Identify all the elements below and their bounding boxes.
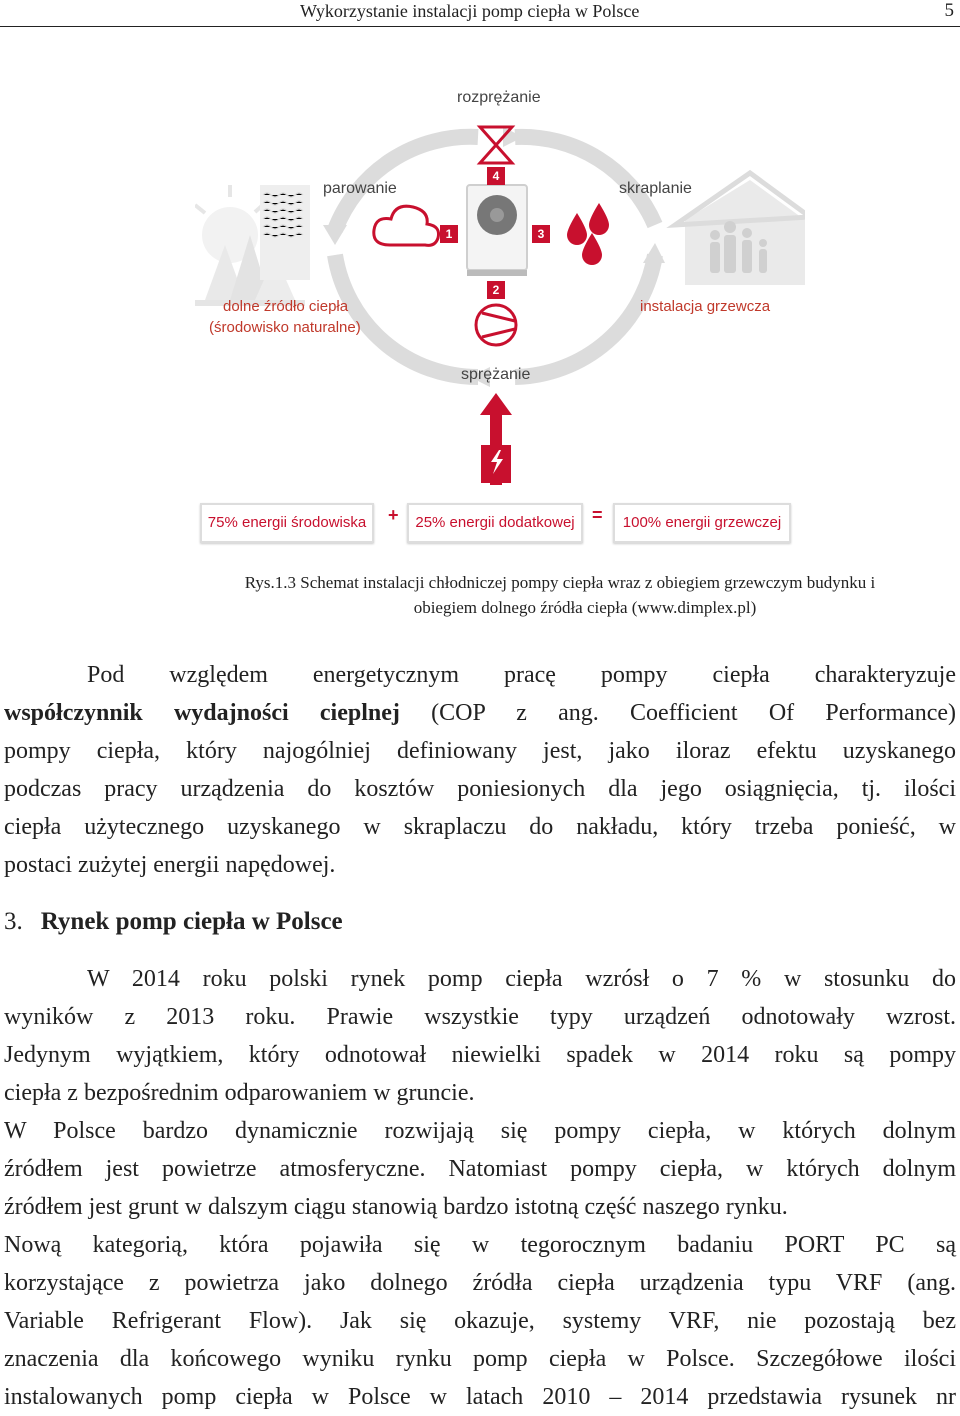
text-line: znaczenia dla końcowego wyniku rynku pomp ciepła w Polsce. Szczegółowe ilości xyxy=(4,1346,956,1372)
figure-caption xyxy=(0,570,960,620)
text-line: Variable Refrigerant Flow). Jak się okazuje, systemy VRF, nie pozostają bez xyxy=(4,1308,956,1334)
page-number: 5 xyxy=(944,0,954,21)
label-expansion: rozprężanie xyxy=(457,89,541,106)
label-evaporation: parowanie xyxy=(323,180,397,197)
heat-pump-diagram xyxy=(195,85,805,545)
text-line: W Polsce bardzo dynamicznie rozwijają się pompy ciepła, w których dolnym xyxy=(4,1118,956,1144)
equation-additional-energy: 25% energii dodatkowej xyxy=(407,503,583,543)
section-heading xyxy=(4,908,343,936)
compressor-icon xyxy=(476,305,516,345)
power-plug-icon xyxy=(480,393,512,485)
evaporator-cloud-icon xyxy=(374,206,439,245)
text-line: Nową kategorią, która pojawiła się w tegorocznym badaniu PORT PC są xyxy=(4,1232,956,1258)
water-drops-icon xyxy=(567,203,609,265)
paragraph-cop xyxy=(4,656,956,884)
text-line: instalowanych pomp ciepła w Polsce w latach 2010 – 2014 przedstawia rysunek nr xyxy=(4,1384,956,1410)
text-line: Jedynym wyjątkiem, który odnotował niewielki spadek w 2014 roku są pompy xyxy=(4,1042,956,1068)
text-fragment: (COP z ang. Coefficient Of Performance) xyxy=(399,700,956,726)
caption-line-2: obiegiem dolnego źródła ciepła (www.dimplex.pl) xyxy=(413,598,757,617)
badge-2: 2 xyxy=(487,281,505,299)
equation-environment-energy: 75% energii środowiska xyxy=(200,503,374,543)
text-line: ciepła z bezpośrednim odparowaniem w gruncie. xyxy=(4,1080,475,1106)
section-title: Rynek pomp ciepła w Polsce xyxy=(40,908,343,935)
label-low-source: dolne źródło ciepła xyxy=(223,298,349,315)
badge-1: 1 xyxy=(440,225,458,243)
header-title: Wykorzystanie instalacji pomp ciepła w Polsce xyxy=(300,1,640,21)
term-cop: współczynnik wydajności cieplnej xyxy=(4,700,400,726)
paragraph-market xyxy=(4,960,956,1416)
house-family-icon xyxy=(675,173,805,285)
text-line: W 2014 roku polski rynek pomp ciepła wzrósł o 7 % w stosunku do xyxy=(87,966,956,992)
label-low-source-natural: (środowisko naturalne) xyxy=(209,319,361,336)
evaporator-panel xyxy=(260,185,310,280)
equation-heating-energy: 100% energii grzewczej xyxy=(613,503,791,543)
text-line: źródłem jest grunt w dalszym ciągu stanowią bardzo istotną część naszego rynku. xyxy=(4,1194,788,1220)
text-line: postaci zużytej energii napędowej. xyxy=(4,852,336,878)
label-compression: sprężanie xyxy=(461,366,531,383)
label-condensation: skraplanie xyxy=(619,180,692,197)
text-line: podczas pracy urządzenia do kosztów poniesionych dla jego osiągnięcia, tj. ilości xyxy=(4,776,956,802)
text-line: Pod względem energetycznym pracę pompy ciepła charakteryzuje xyxy=(87,662,956,688)
caption-line-1: Rys.1.3 Schemat instalacji chłodniczej pompy ciepła wraz z obiegiem grzewczym budynku i xyxy=(244,573,876,592)
diagram-graphics xyxy=(195,85,805,545)
text-line: źródłem jest powietrze atmosferyczne. Natomiast pompy ciepła, w których dolnym xyxy=(4,1156,956,1182)
expansion-valve-icon xyxy=(480,127,512,163)
label-heating-installation: instalacja grzewcza xyxy=(640,298,771,315)
equation-plus: + xyxy=(388,505,399,525)
text-line: ciepła użytecznego uzyskanego w skraplaczu do nakładu, który trzeba ponieść, w xyxy=(4,814,956,840)
badge-4: 4 xyxy=(487,167,505,185)
section-number: 3. xyxy=(4,908,23,935)
page-header xyxy=(0,0,960,27)
equation-equals: = xyxy=(592,505,603,525)
text-line: pompy ciepła, który najogólniej definiowany jest, jako iloraz efektu uzyskanego xyxy=(4,738,956,764)
text-line xyxy=(4,694,956,732)
text-line: korzystające z powietrza jako dolnego źródła ciepła urządzenia typu VRF (ang. xyxy=(4,1270,956,1296)
text-line: wyników z 2013 roku. Prawie wszystkie typy urządzeń odnotowały wzrost. xyxy=(4,1004,956,1030)
heat-pump-unit-icon xyxy=(467,185,527,276)
badge-3: 3 xyxy=(532,225,550,243)
